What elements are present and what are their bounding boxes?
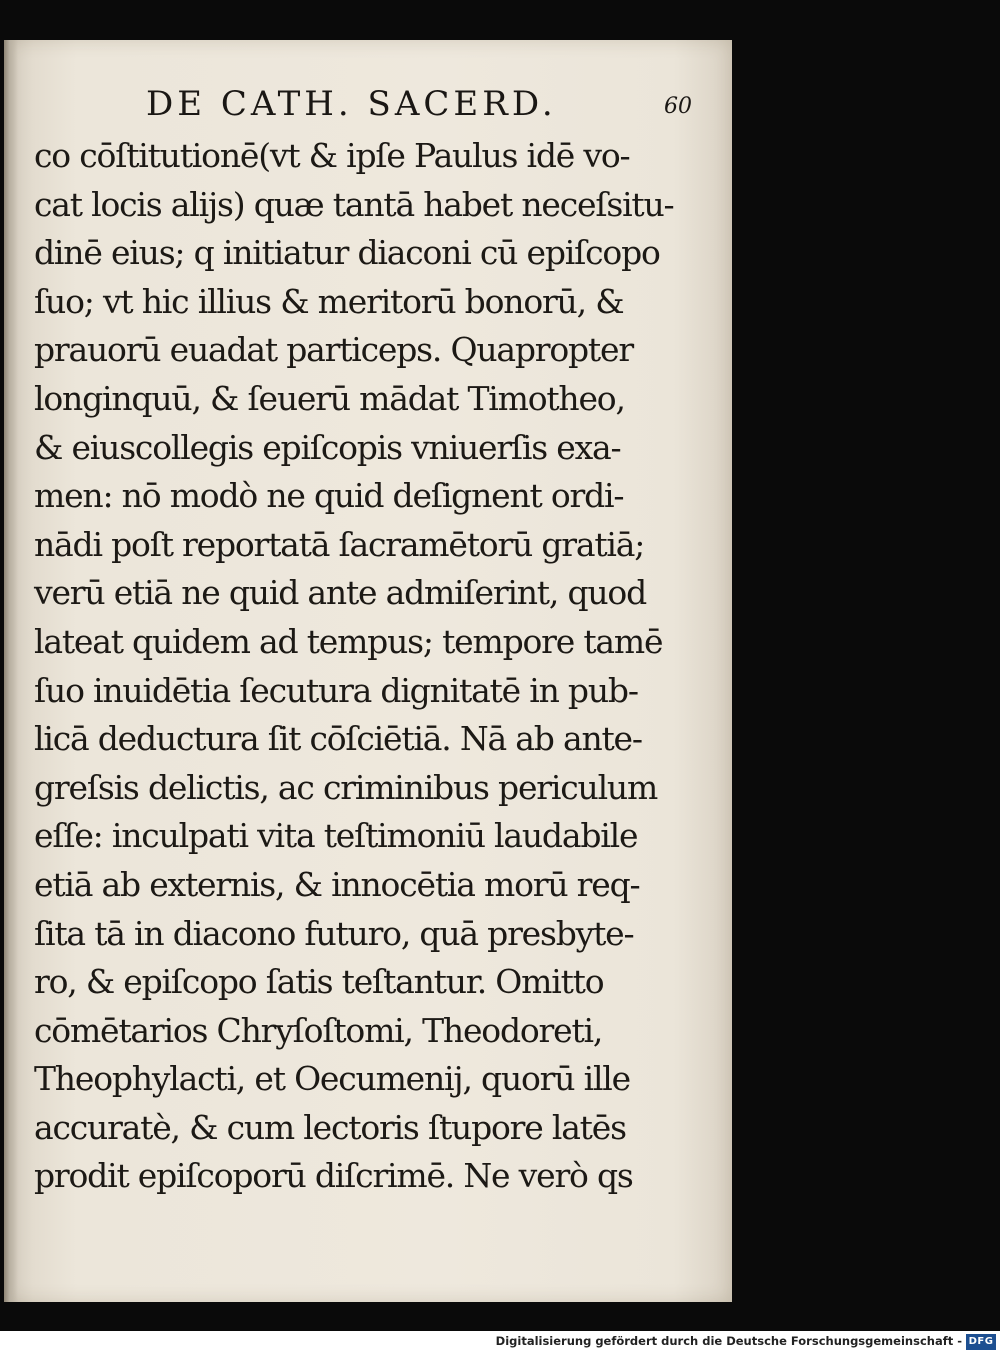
funding-credit: Digitalisierung gefördert durch die Deutsche Forschungsgemeinschaft - — [495, 1334, 962, 1348]
text-line: lateat quidem ad tempus; tempore tamē — [34, 621, 663, 661]
text-line: eſſe: inculpati vita teſtimoniū laudabile — [34, 816, 638, 856]
text-line: men: nō modò ne quid deſignent ordi- — [34, 476, 624, 516]
text-line: nādi poſt reportatā ſacramētorū gratiā; — [34, 524, 645, 564]
text-line: ſuo; vt hic illius & meritorū bonorū, & — [34, 281, 624, 321]
text-line: Theophylacti, et Oecumenij, quorū ille — [34, 1059, 630, 1099]
book-page — [4, 40, 732, 1302]
text-line: cat locis alijs) quæ tantā habet neceſsitu- — [34, 184, 674, 224]
folio-number: 60 — [664, 94, 692, 119]
text-line: co cōſtitutionē(vt & ipſe Paulus idē vo- — [34, 136, 630, 175]
text-line: ro, & epiſcopo ſatis teſtantur. Omitto — [34, 962, 604, 1002]
text-line: prodit epiſcoporū diſcrimē. Ne verò qs — [34, 1156, 633, 1196]
body-text — [34, 132, 714, 1201]
text-line: licā deductura ſit cōſciētiā. Nā ab ante- — [34, 719, 642, 759]
dfg-logo: DFG — [966, 1334, 996, 1350]
text-line: verū etiā ne quid ante admiſerint, quod — [34, 573, 647, 613]
footer-bar — [0, 1331, 1000, 1354]
text-line: ſita tā in diacono futuro, quā presbyte- — [34, 913, 634, 953]
text-line: accuratè, & cum lectoris ſtupore latēs — [34, 1107, 626, 1147]
running-head: DE CATH. SACERD. — [146, 84, 557, 124]
text-line: & eiuscollegis epiſcopis vniuerſis exa- — [34, 427, 621, 467]
text-line: etiā ab externis, & innocētia morū req- — [34, 864, 640, 904]
text-line: ſuo inuidētia ſecutura dignitatē in pub- — [34, 670, 638, 710]
text-line: prauorū euadat particeps. Quapropter — [34, 330, 633, 370]
text-line: cōmētarios Chryſoſtomi, Theodoreti, — [34, 1010, 603, 1050]
text-line: greſsis delictis, ac criminibus periculum — [34, 767, 658, 807]
page-gutter — [4, 40, 18, 1302]
text-line: longinquū, & ſeuerū mādat Timotheo, — [34, 378, 625, 418]
text-line: dinē eius; q initiatur diaconi cū epiſcopo — [34, 233, 660, 273]
